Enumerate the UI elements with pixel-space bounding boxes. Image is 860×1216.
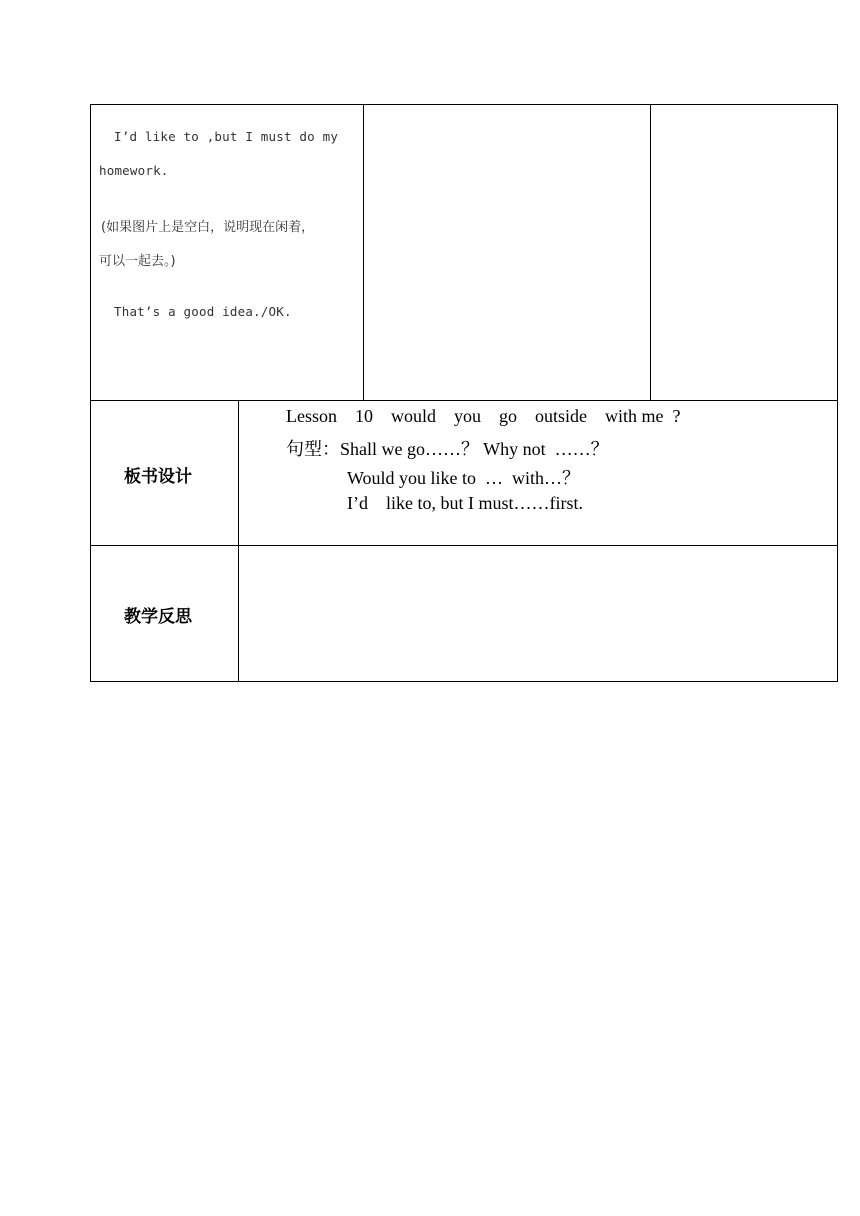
- reflection-label: 教学反思: [124, 607, 192, 627]
- dialogue-line-1: I’d like to ,but I must do my: [114, 129, 339, 144]
- dialogue-note-line-2: 可以一起去。): [99, 254, 176, 269]
- dialogue-line-5: That’s a good idea./OK.: [114, 304, 292, 319]
- board-line-would-you: Would you like to … with…？: [347, 468, 581, 488]
- empty-cell-right: [650, 104, 838, 401]
- board-line-pattern: 句型：Shall we go……？ Why not ……？: [286, 439, 609, 459]
- empty-cell-middle: [363, 104, 651, 401]
- board-design-label: 板书设计: [124, 467, 192, 487]
- reflection-content-cell: [238, 545, 838, 682]
- board-line-lesson: Lesson 10 would you go outside with me ?: [286, 406, 681, 426]
- dialogue-note-line-1: (如果图片上是空白，说明现在闲着，: [101, 220, 315, 235]
- board-line-id-like: I’d like to, but I must……first.: [347, 493, 583, 513]
- dialogue-line-2: homework.: [99, 163, 169, 178]
